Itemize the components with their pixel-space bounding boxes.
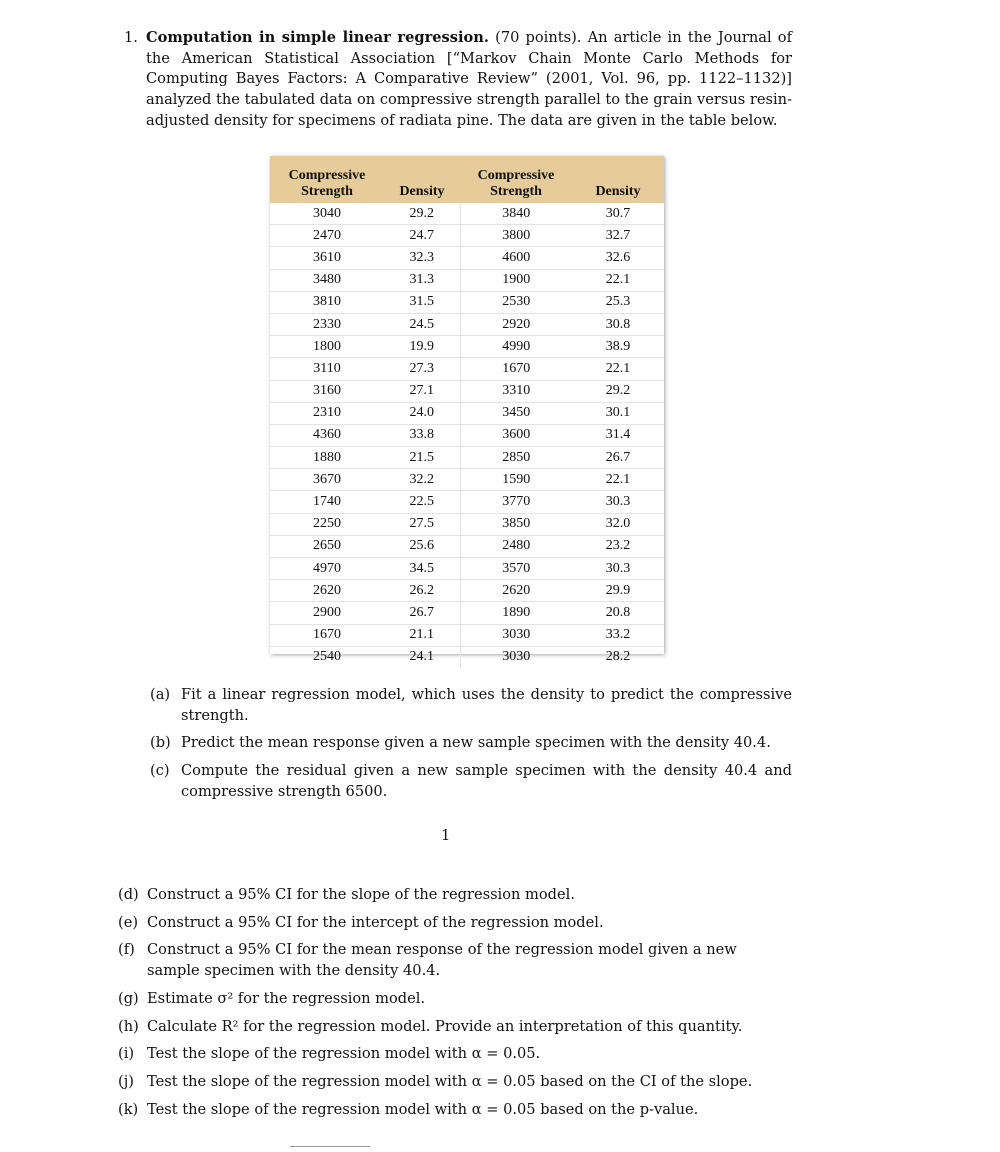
- question-part: [118, 989, 758, 1010]
- strength-cell: 1900: [460, 269, 572, 291]
- part-text: Test the slope of the regression model with α = 0.05.: [147, 1045, 541, 1063]
- page-edge-mark: [290, 1146, 370, 1147]
- question-part: [118, 1072, 758, 1093]
- table-row: [270, 447, 664, 469]
- strength-cell: 1880: [270, 447, 384, 469]
- density-cell: 32.7: [572, 225, 664, 247]
- table-row: [270, 313, 664, 335]
- strength-cell: 2530: [460, 291, 572, 313]
- problem-title: Computation in simple linear regression.: [146, 29, 489, 46]
- strength-cell: 3160: [270, 380, 384, 402]
- density-cell: 21.1: [384, 624, 460, 646]
- density-cell: 19.9: [384, 336, 460, 358]
- part-label: (i): [118, 1045, 135, 1063]
- strength-cell: 3610: [270, 247, 384, 269]
- density-cell: 22.1: [572, 269, 664, 291]
- density-cell: 38.9: [572, 336, 664, 358]
- part-label: (g): [118, 989, 139, 1007]
- part-label: (b): [150, 734, 171, 752]
- question-part: [118, 885, 758, 906]
- problem-number: 1.: [124, 29, 138, 46]
- density-cell: 20.8: [572, 602, 664, 624]
- density-cell: 24.5: [384, 313, 460, 335]
- problem-body: [146, 28, 792, 132]
- density-cell: 29.9: [572, 580, 664, 602]
- table-row: [270, 203, 664, 225]
- density-cell: 30.8: [572, 313, 664, 335]
- density-cell: 34.5: [384, 558, 460, 580]
- header-compressive-strength-1: Compressive Strength: [288, 168, 366, 199]
- strength-cell: 3110: [270, 358, 384, 380]
- strength-cell: 1590: [460, 469, 572, 491]
- header-compressive-strength-2: Compressive Strength: [477, 168, 555, 199]
- strength-cell: 3810: [270, 291, 384, 313]
- density-cell: 29.2: [572, 380, 664, 402]
- strength-cell: 1670: [460, 358, 572, 380]
- table-row: [270, 269, 664, 291]
- question-part: [118, 1017, 758, 1038]
- density-cell: 22.5: [384, 491, 460, 513]
- density-cell: 31.4: [572, 424, 664, 446]
- question-part: [150, 685, 792, 726]
- table-row: [270, 358, 664, 380]
- table-header-row: [270, 156, 664, 203]
- table-row: [270, 513, 664, 535]
- table-row: [270, 558, 664, 580]
- question-part: [118, 913, 758, 934]
- strength-cell: 1890: [460, 602, 572, 624]
- header-density-2: Density: [595, 184, 641, 199]
- question-part: [150, 761, 792, 802]
- part-label: (k): [118, 1100, 139, 1118]
- table-body: [270, 203, 664, 668]
- strength-cell: 2480: [460, 535, 572, 557]
- question-parts-page1: [150, 685, 792, 810]
- part-text: Calculate R² for the regression model. Provide an interpretation of this quantity.: [147, 1017, 743, 1035]
- strength-cell: 2650: [270, 535, 384, 557]
- part-label: (a): [150, 686, 171, 703]
- density-cell: 33.8: [384, 424, 460, 446]
- density-cell: 24.1: [384, 646, 460, 668]
- question-parts-page2: [118, 885, 758, 1127]
- strength-cell: 2920: [460, 313, 572, 335]
- part-text: Estimate σ² for the regression model.: [147, 989, 426, 1007]
- density-cell: 26.7: [572, 447, 664, 469]
- density-cell: 32.2: [384, 469, 460, 491]
- data-table: [270, 156, 664, 665]
- strength-cell: 3450: [460, 402, 572, 424]
- strength-cell: 2620: [270, 580, 384, 602]
- strength-cell: 4360: [270, 424, 384, 446]
- table-row: [270, 535, 664, 557]
- strength-cell: 3480: [270, 269, 384, 291]
- part-text: Construct a 95% CI for the slope of the regression model.: [147, 886, 575, 903]
- table-row: [270, 291, 664, 313]
- question-part: [118, 940, 758, 981]
- table-row: [270, 336, 664, 358]
- strength-cell: 2250: [270, 513, 384, 535]
- density-cell: 25.6: [384, 535, 460, 557]
- density-cell: 27.3: [384, 358, 460, 380]
- strength-cell: 3840: [460, 203, 572, 225]
- part-label: (e): [118, 913, 139, 931]
- strength-cell: 4600: [460, 247, 572, 269]
- table-row: [270, 602, 664, 624]
- strength-cell: 1800: [270, 336, 384, 358]
- strength-cell: 3670: [270, 469, 384, 491]
- strength-cell: 1740: [270, 491, 384, 513]
- density-cell: 30.3: [572, 491, 664, 513]
- part-label: (c): [150, 762, 170, 780]
- table-row: [270, 580, 664, 602]
- question-part: [150, 733, 792, 754]
- table-row: [270, 469, 664, 491]
- strength-cell: 3030: [502, 649, 531, 665]
- part-label: (h): [118, 1017, 139, 1035]
- density-cell: 32.0: [572, 513, 664, 535]
- table-row: [270, 491, 664, 513]
- strength-cell: 2850: [460, 447, 572, 469]
- density-cell: 30.1: [572, 402, 664, 424]
- part-text: Compute the residual given a new sample specimen with the density 40.4 and compressive strength 6500.: [181, 762, 792, 800]
- density-cell: 31.3: [384, 269, 460, 291]
- strength-cell: 3310: [460, 380, 572, 402]
- density-cell: 25.3: [572, 291, 664, 313]
- part-label: (d): [118, 886, 139, 903]
- density-cell: 28.2: [605, 649, 631, 665]
- question-part: [118, 1100, 758, 1121]
- part-text: Construct a 95% CI for the intercept of the regression model.: [147, 913, 604, 931]
- strength-cell: 1670: [270, 624, 384, 646]
- density-cell: 26.2: [384, 580, 460, 602]
- table-row: [270, 424, 664, 446]
- strength-cell: 3600: [460, 424, 572, 446]
- density-cell: 26.7: [384, 602, 460, 624]
- strength-cell: 3030: [460, 624, 572, 646]
- table-row: [270, 402, 664, 424]
- strength-cell: 2310: [270, 402, 384, 424]
- table-row: [270, 624, 664, 646]
- strength-cell: 2620: [460, 580, 572, 602]
- density-cell: 30.3: [572, 558, 664, 580]
- table-row: [270, 646, 664, 668]
- table-row: [270, 247, 664, 269]
- strength-cell: 2330: [270, 313, 384, 335]
- density-cell: 21.5: [384, 447, 460, 469]
- part-text: Fit a linear regression model, which uses the density to predict the compressive strength.: [181, 686, 792, 724]
- strength-cell: 3850: [460, 513, 572, 535]
- density-cell: 27.1: [384, 380, 460, 402]
- density-cell: 27.5: [384, 513, 460, 535]
- problem-statement: [124, 28, 792, 132]
- table-row: [270, 380, 664, 402]
- strength-cell: 3770: [460, 491, 572, 513]
- density-cell: 33.2: [572, 624, 664, 646]
- page-number: 1: [441, 827, 451, 844]
- density-cell: 32.6: [572, 247, 664, 269]
- table-row: [270, 225, 664, 247]
- density-cell: 22.1: [572, 358, 664, 380]
- strength-cell: 3800: [460, 225, 572, 247]
- header-density-1: Density: [399, 184, 445, 199]
- density-cell: 31.5: [384, 291, 460, 313]
- strength-cell: 4970: [270, 558, 384, 580]
- question-part: [118, 1044, 758, 1065]
- density-cell: 30.7: [572, 203, 664, 225]
- strength-cell: 2470: [270, 225, 384, 247]
- density-cell: 24.0: [384, 402, 460, 424]
- strength-cell: 2540: [313, 649, 341, 665]
- part-text: Test the slope of the regression model with α = 0.05 based on the p-value.: [147, 1100, 699, 1118]
- density-cell: 22.1: [572, 469, 664, 491]
- strength-cell: 3570: [460, 558, 572, 580]
- density-cell: 24.7: [384, 225, 460, 247]
- part-text: Predict the mean response given a new sample specimen with the density 40.4.: [181, 734, 771, 752]
- part-label: (f): [118, 941, 135, 959]
- part-text: Construct a 95% CI for the mean response of the regression model given a new sample specimen with the density 40.4.: [147, 941, 737, 980]
- density-cell: 29.2: [384, 203, 460, 225]
- density-cell: 23.2: [572, 535, 664, 557]
- strength-cell: 4990: [460, 336, 572, 358]
- strength-cell: 3040: [270, 203, 384, 225]
- part-text: Test the slope of the regression model with α = 0.05 based on the CI of the slope.: [147, 1072, 753, 1090]
- part-label: (j): [118, 1072, 134, 1090]
- strength-cell: 2900: [270, 602, 384, 624]
- problem-text: (70 points). An article in the Journal of the American Statistical Association [“Markov Chain Monte Carlo Methods for Computing Bayes Factors: A Comparative Review” (2001, Vol. 96, pp. 1122–1132)] analyzed the tabulated data on compressive strength parallel to the grain versus resin-adjusted density for specimens of radiata pine. The data are given in the table below.: [146, 29, 792, 129]
- density-cell: 32.3: [384, 247, 460, 269]
